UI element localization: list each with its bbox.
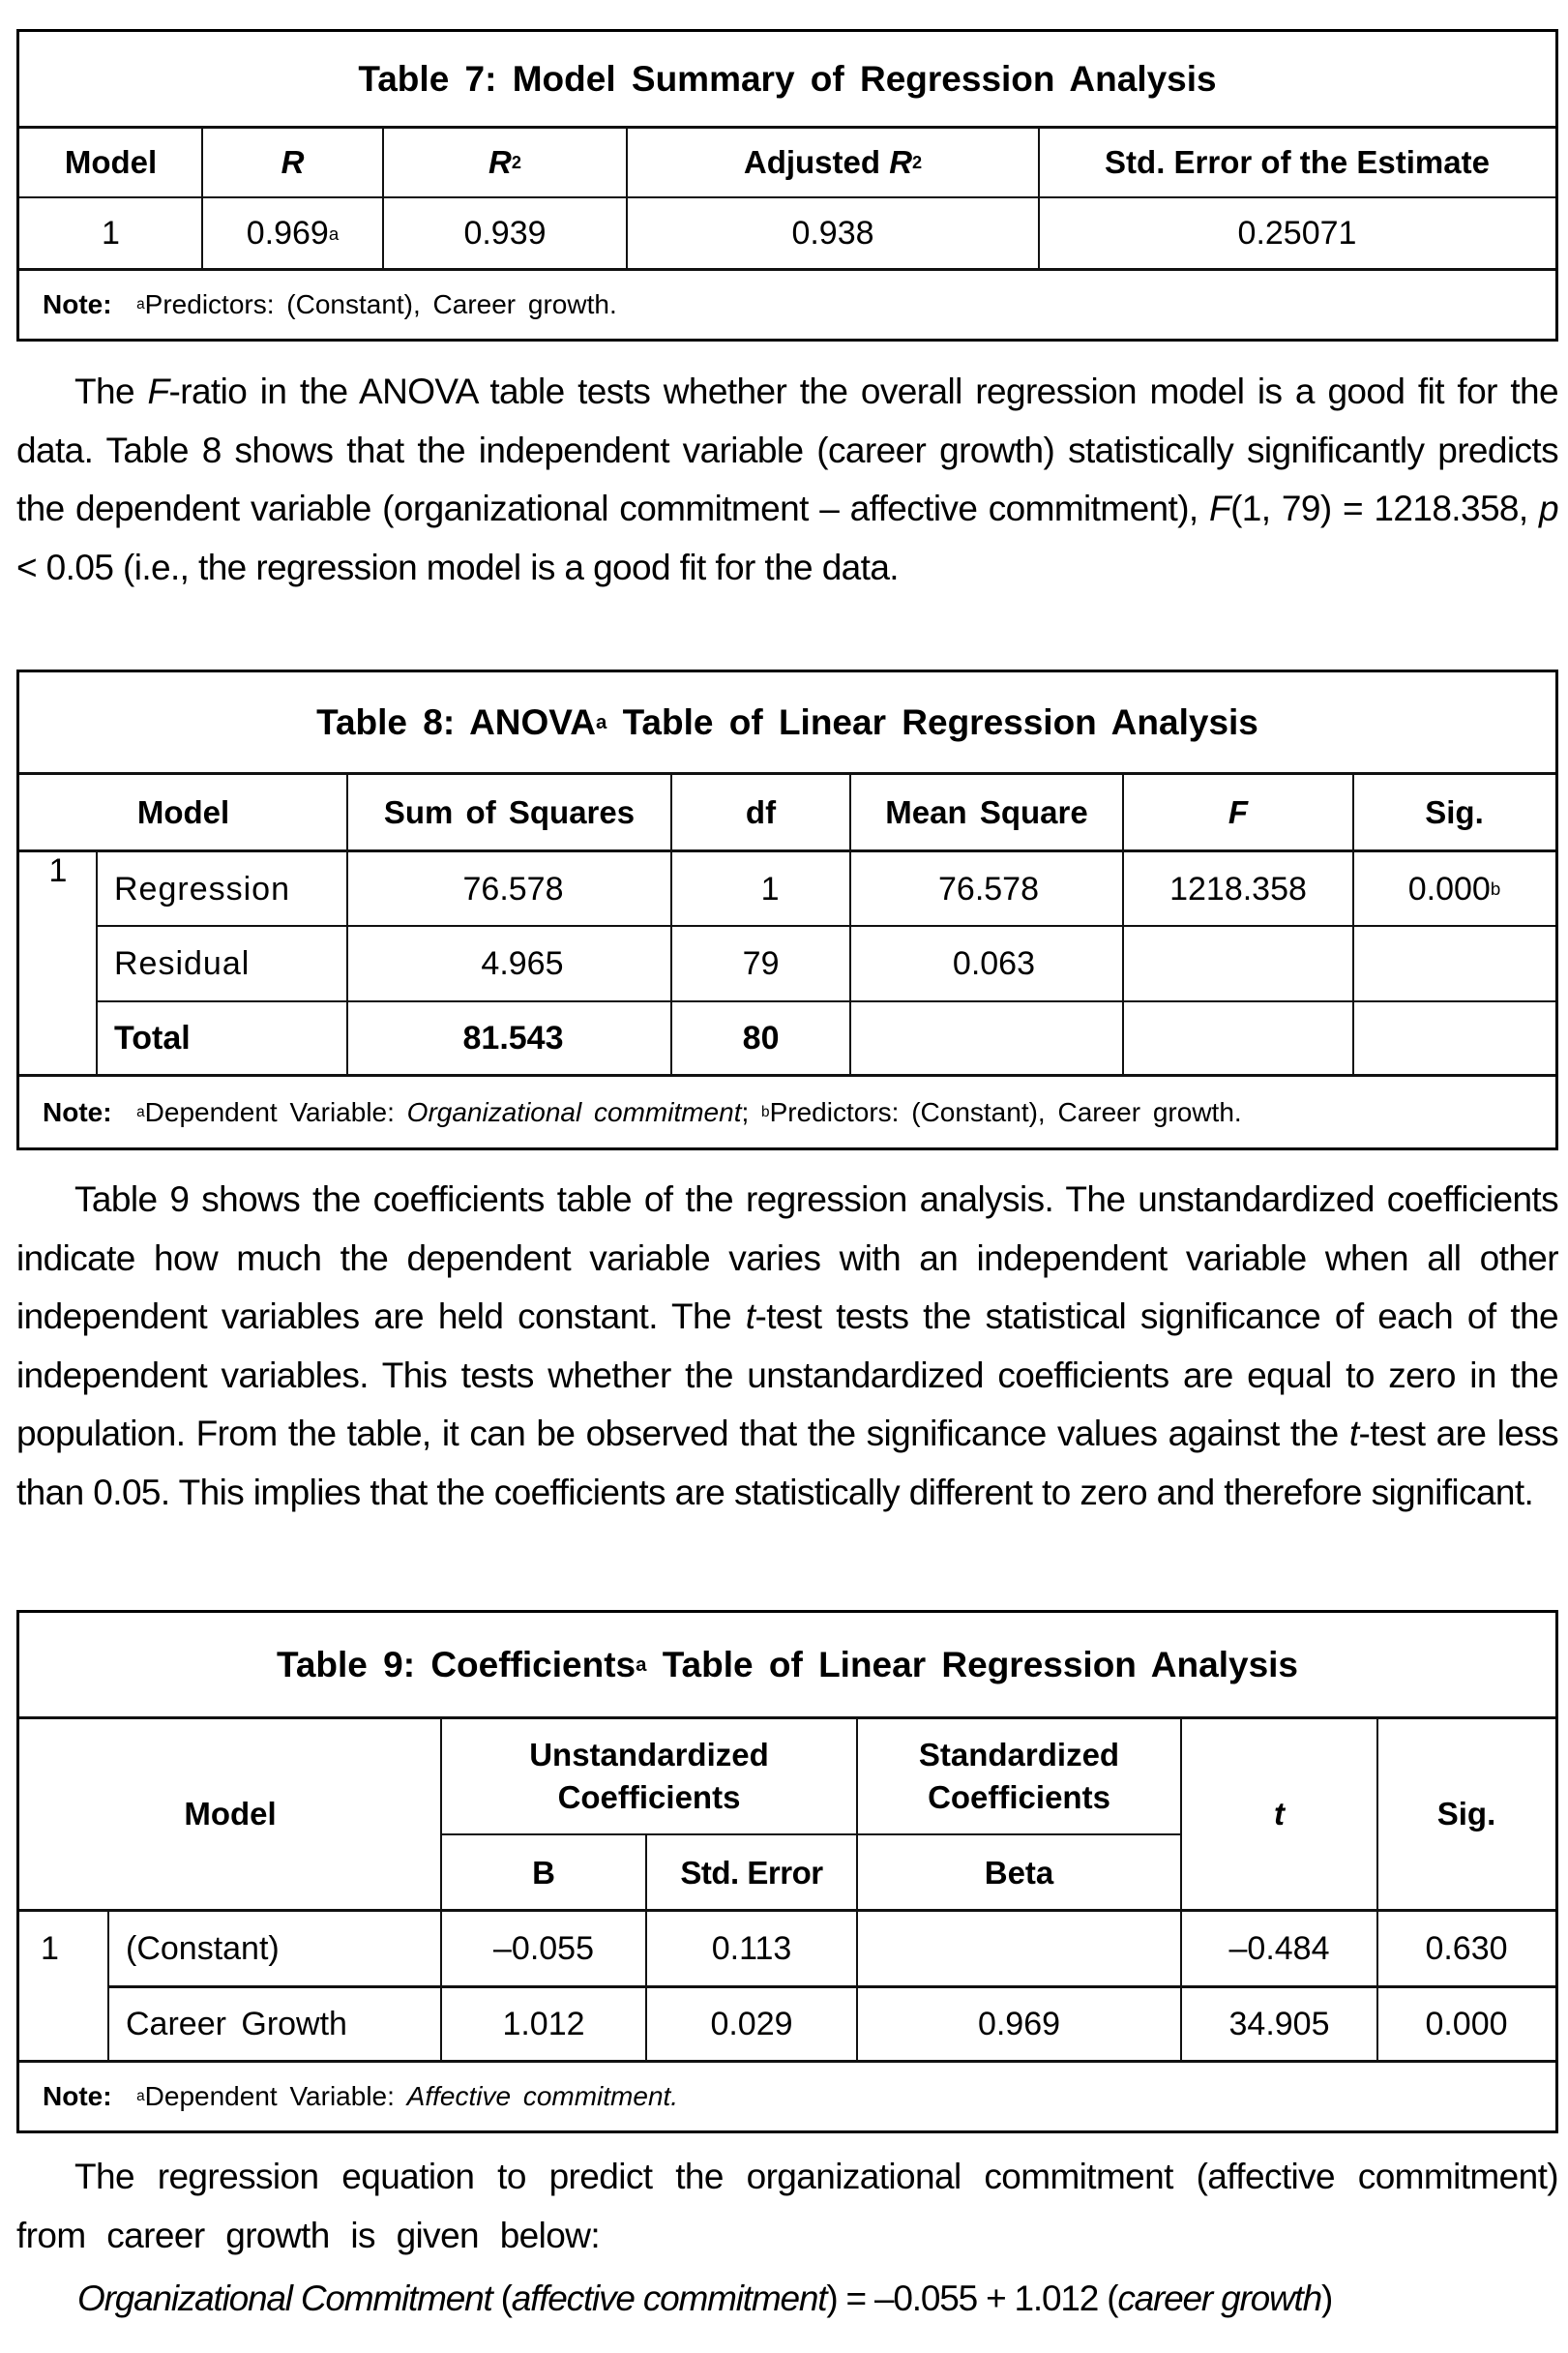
cell-sig: 0.000 b (1407, 870, 1501, 908)
table-7 (16, 29, 1558, 342)
cell-r: 0.969 a (246, 215, 340, 252)
cell-std-error: 0.113 (711, 1930, 792, 1967)
cell-sig (1353, 927, 1555, 1001)
paragraph-coefficients-description (16, 1171, 1558, 1522)
table-9 (16, 1610, 1558, 2133)
paragraph-text: -test are less than 0.05. This implies that the coefficients are statistically different to zero and therefore significant. (16, 1414, 1558, 1512)
col-header-f: F (1228, 793, 1249, 830)
col-header-beta: Beta (984, 1854, 1054, 1891)
table-7-title: Table 7: Model Summary of Regression Analysis (358, 59, 1217, 99)
col-header-standardized-coefficients: Standardized Coefficients (918, 1737, 1120, 1815)
paragraph-text: The (74, 372, 148, 411)
italic-symbol: p (1539, 489, 1558, 528)
cell-t: –0.484 (1228, 1930, 1330, 1967)
cell-source: Residual (114, 945, 251, 982)
cell-f: 1218.358 (1169, 870, 1307, 908)
cell-source: Total (114, 1020, 191, 1057)
cell-df: 1 (760, 870, 780, 908)
cell-sig (1353, 1002, 1555, 1075)
paragraph-text: Table 9 shows the coefficients table of the regression analysis. The unstandardized coefficients indicate how much the dependent variable varies with an independent variable when all other independent variables are held constant. The (16, 1179, 1558, 1336)
cell-adjusted-r-squared: 0.938 (791, 215, 874, 252)
cell-r-squared: 0.939 (463, 215, 547, 252)
col-header-b: B (532, 1854, 555, 1891)
col-header-mean-square: Mean Square (885, 793, 1088, 830)
cell-mean-square: 76.578 (938, 870, 1039, 908)
cell-predictor: Career Growth (126, 2006, 347, 2042)
cell-b: –0.055 (493, 1930, 594, 1967)
col-header-adjusted-r-squared: Adjusted R 2 (743, 144, 923, 180)
col-header-r-squared: R 2 (488, 144, 521, 180)
col-header-sum-of-squares: Sum of Squares (383, 793, 636, 830)
table-8-title: Table 8: ANOVA a Table of Linear Regression Analysis (316, 702, 1258, 742)
col-header-sig: Sig. (1425, 793, 1484, 830)
cell-f (1123, 1002, 1353, 1075)
paragraph-text: < 0.05 (i.e., the regression model is a good fit for the data. (16, 547, 899, 587)
table-8 (16, 670, 1558, 1150)
paragraph-regression-equation-intro: The regression equation to predict the organizational commitment (affective commitment) from career growth is given below: (16, 2157, 1558, 2255)
cell-sig: 0.630 (1425, 1930, 1508, 1967)
cell-std-error: 0.25071 (1237, 215, 1357, 252)
col-header-df: df (745, 793, 777, 830)
cell-beta (857, 1912, 1181, 1986)
cell-sig: 0.000 (1425, 2006, 1508, 2042)
col-header-t: t (1274, 1796, 1285, 1832)
cell-model: 1 (102, 215, 120, 252)
col-header-model: Model (136, 793, 230, 830)
table-9-note: Note: a Dependent Variable: Affective commitment. (43, 2081, 679, 2111)
paragraph-anova-description (16, 363, 1558, 597)
col-header-unstandardized-coefficients: Unstandardized Coefficients (529, 1737, 769, 1815)
cell-model-number: 1 (48, 852, 68, 889)
cell-f (1123, 927, 1353, 1001)
italic-symbol: t (745, 1296, 755, 1336)
italic-symbol: F (147, 372, 169, 411)
col-header-model: Model (184, 1796, 277, 1832)
cell-mean-square (850, 1002, 1123, 1075)
cell-model-number: 1 (41, 1930, 59, 1967)
paragraph-text: -ratio in the ANOVA table tests whether the overall regression model is a good fit for the data. Table 8 shows that the independent variable (career growth) statistically significantly predicts the dependent variable (organizational commitment – affective commitment), (16, 372, 1558, 528)
cell-df: 79 (742, 945, 780, 982)
cell-source: Regression (114, 870, 290, 908)
col-header-std-error: Std. Error (680, 1854, 823, 1891)
cell-df: 80 (742, 1020, 780, 1057)
cell-b: 1.012 (502, 2006, 585, 2042)
cell-sum-of-squares: 76.578 (462, 870, 564, 908)
col-header-std-error: Std. Error of the Estimate (1105, 144, 1490, 180)
cell-t: 34.905 (1228, 2006, 1330, 2042)
paragraph-text: (1, 79) = 1218.358, (1230, 489, 1540, 528)
cell-beta: 0.969 (977, 2006, 1061, 2042)
table-7-note: Note: a Predictors: (Constant), Career growth. (43, 289, 617, 319)
cell-sum-of-squares: 81.543 (462, 1020, 564, 1057)
cell-mean-square: 0.063 (952, 945, 1035, 982)
table-8-note: Note: a Dependent Variable: Organizational commitment ; b Predictors: (Constant), Career growth. (43, 1096, 1242, 1127)
col-header-r: R (281, 144, 305, 180)
table-9-title: Table 9: Coefficients a Table of Linear Regression Analysis (276, 1645, 1299, 1684)
cell-predictor: (Constant) (126, 1930, 280, 1967)
cell-std-error: 0.029 (710, 2006, 793, 2042)
italic-symbol: t (1348, 1414, 1359, 1453)
col-header-model: Model (64, 144, 158, 180)
cell-sum-of-squares: 4.965 (481, 945, 564, 982)
regression-equation: Organizational Commitment (affective commitment) = –0.055 + 1.012 (career growth) (77, 2279, 1333, 2318)
col-header-sig: Sig. (1436, 1796, 1496, 1832)
italic-symbol: F (1209, 489, 1231, 528)
paragraph-text: -test tests the statistical significance of each of the independent variables. This tests whether the unstandardized coefficients are equal to zero in the population. From the table, it can be observed that the significance values against the (16, 1296, 1558, 1453)
